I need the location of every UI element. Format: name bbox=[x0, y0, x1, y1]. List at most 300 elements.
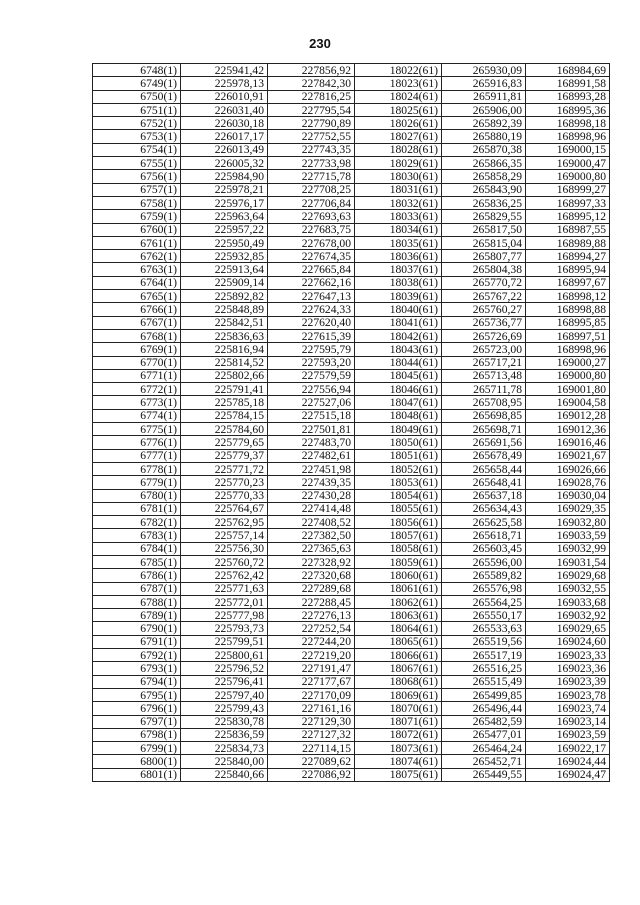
table-cell: 227414,48 bbox=[268, 502, 355, 515]
table-cell: 169023,36 bbox=[526, 662, 610, 675]
table-cell: 18070(61) bbox=[355, 702, 442, 715]
table-cell: 6756(1) bbox=[93, 170, 181, 183]
table-cell: 18030(61) bbox=[355, 170, 442, 183]
table-cell: 265698,71 bbox=[442, 423, 526, 436]
table-cell: 227320,68 bbox=[268, 569, 355, 582]
table-row bbox=[93, 635, 610, 648]
table-cell: 265723,00 bbox=[442, 343, 526, 356]
table-cell: 169004,58 bbox=[526, 396, 610, 409]
table-cell: 18050(61) bbox=[355, 436, 442, 449]
table-row bbox=[93, 77, 610, 90]
table-cell: 227430,28 bbox=[268, 489, 355, 502]
table-cell: 18065(61) bbox=[355, 635, 442, 648]
table-cell: 169030,04 bbox=[526, 489, 610, 502]
table-cell: 225785,18 bbox=[181, 396, 268, 409]
table-cell: 225816,94 bbox=[181, 343, 268, 356]
table-cell: 227595,79 bbox=[268, 343, 355, 356]
table-cell: 6754(1) bbox=[93, 143, 181, 156]
table-cell: 265836,25 bbox=[442, 196, 526, 209]
table-cell: 227579,59 bbox=[268, 369, 355, 382]
table-cell: 169001,80 bbox=[526, 383, 610, 396]
table-cell: 6755(1) bbox=[93, 157, 181, 170]
table-cell: 168994,27 bbox=[526, 250, 610, 263]
table-cell: 227289,68 bbox=[268, 582, 355, 595]
table-cell: 225842,51 bbox=[181, 316, 268, 329]
table-cell: 18049(61) bbox=[355, 423, 442, 436]
table-row bbox=[93, 595, 610, 608]
table-row bbox=[93, 582, 610, 595]
table-cell: 169023,78 bbox=[526, 688, 610, 701]
table-row bbox=[93, 489, 610, 502]
table-cell: 225941,42 bbox=[181, 64, 268, 77]
table-cell: 169000,47 bbox=[526, 157, 610, 170]
table-cell: 6783(1) bbox=[93, 529, 181, 542]
table-cell: 6779(1) bbox=[93, 476, 181, 489]
table-cell: 265678,49 bbox=[442, 449, 526, 462]
table-cell: 169022,17 bbox=[526, 742, 610, 755]
table-cell: 18041(61) bbox=[355, 316, 442, 329]
table-row bbox=[93, 210, 610, 223]
table-cell: 225830,78 bbox=[181, 715, 268, 728]
table-cell: 227089,62 bbox=[268, 755, 355, 768]
table-cell: 227114,15 bbox=[268, 742, 355, 755]
table-cell: 6798(1) bbox=[93, 728, 181, 741]
table-row bbox=[93, 529, 610, 542]
table-cell: 225957,22 bbox=[181, 223, 268, 236]
table-cell: 168997,51 bbox=[526, 329, 610, 342]
table-cell: 265866,35 bbox=[442, 157, 526, 170]
table-cell: 18063(61) bbox=[355, 609, 442, 622]
table-cell: 168998,88 bbox=[526, 303, 610, 316]
table-cell: 169012,36 bbox=[526, 423, 610, 436]
table-row bbox=[93, 223, 610, 236]
table-cell: 265726,69 bbox=[442, 329, 526, 342]
table-cell: 227733,98 bbox=[268, 157, 355, 170]
table-cell: 225814,52 bbox=[181, 356, 268, 369]
table-row bbox=[93, 103, 610, 116]
table-cell: 225762,95 bbox=[181, 516, 268, 529]
table-cell: 169032,80 bbox=[526, 516, 610, 529]
table-row bbox=[93, 157, 610, 170]
table-row bbox=[93, 263, 610, 276]
table-cell: 6790(1) bbox=[93, 622, 181, 635]
table-row bbox=[93, 369, 610, 382]
table-cell: 225984,90 bbox=[181, 170, 268, 183]
table-cell: 225799,43 bbox=[181, 702, 268, 715]
table-cell: 225784,15 bbox=[181, 409, 268, 422]
table-cell: 18057(61) bbox=[355, 529, 442, 542]
table-cell: 168993,28 bbox=[526, 90, 610, 103]
table-row bbox=[93, 236, 610, 249]
table-cell: 226031,40 bbox=[181, 103, 268, 116]
table-row bbox=[93, 117, 610, 130]
table-cell: 225963,64 bbox=[181, 210, 268, 223]
table-cell: 226005,32 bbox=[181, 157, 268, 170]
table-row bbox=[93, 290, 610, 303]
table-cell: 169028,76 bbox=[526, 476, 610, 489]
table-cell: 265711,78 bbox=[442, 383, 526, 396]
table-cell: 168997,33 bbox=[526, 196, 610, 209]
table-cell: 225791,41 bbox=[181, 383, 268, 396]
table-cell: 168989,88 bbox=[526, 236, 610, 249]
table-row bbox=[93, 649, 610, 662]
table-cell: 227177,67 bbox=[268, 675, 355, 688]
table-cell: 227086,92 bbox=[268, 768, 355, 781]
table-cell: 265449,55 bbox=[442, 768, 526, 781]
table-cell: 169029,35 bbox=[526, 502, 610, 515]
table-cell: 169000,15 bbox=[526, 143, 610, 156]
table-cell: 225802,66 bbox=[181, 369, 268, 382]
table-cell: 18025(61) bbox=[355, 103, 442, 116]
table-row bbox=[93, 715, 610, 728]
table-cell: 226030,18 bbox=[181, 117, 268, 130]
table-cell: 18055(61) bbox=[355, 502, 442, 515]
table-row bbox=[93, 569, 610, 582]
table-cell: 225770,23 bbox=[181, 476, 268, 489]
table-cell: 265817,50 bbox=[442, 223, 526, 236]
table-cell: 265477,01 bbox=[442, 728, 526, 741]
table-cell: 6796(1) bbox=[93, 702, 181, 715]
table-cell: 6750(1) bbox=[93, 90, 181, 103]
table-cell: 265625,58 bbox=[442, 516, 526, 529]
table-cell: 265576,98 bbox=[442, 582, 526, 595]
table-cell: 225848,89 bbox=[181, 303, 268, 316]
table-cell: 227129,30 bbox=[268, 715, 355, 728]
table-cell: 6789(1) bbox=[93, 609, 181, 622]
table-row bbox=[93, 343, 610, 356]
table-cell: 18056(61) bbox=[355, 516, 442, 529]
table-cell: 225840,66 bbox=[181, 768, 268, 781]
table-cell: 168998,18 bbox=[526, 117, 610, 130]
table-cell: 227328,92 bbox=[268, 555, 355, 568]
table-cell: 169029,65 bbox=[526, 622, 610, 635]
table-row bbox=[93, 502, 610, 515]
table-cell: 225840,00 bbox=[181, 755, 268, 768]
table-cell: 169023,33 bbox=[526, 649, 610, 662]
table-cell: 225760,72 bbox=[181, 555, 268, 568]
table-cell: 169023,59 bbox=[526, 728, 610, 741]
table-cell: 6764(1) bbox=[93, 276, 181, 289]
table-cell: 227161,16 bbox=[268, 702, 355, 715]
table-cell: 265499,85 bbox=[442, 688, 526, 701]
table-cell: 6771(1) bbox=[93, 369, 181, 382]
table-cell: 18052(61) bbox=[355, 462, 442, 475]
table-cell: 18059(61) bbox=[355, 555, 442, 568]
table-row bbox=[93, 675, 610, 688]
table-cell: 6778(1) bbox=[93, 462, 181, 475]
table-cell: 169021,67 bbox=[526, 449, 610, 462]
table-cell: 18031(61) bbox=[355, 183, 442, 196]
table-cell: 226013,49 bbox=[181, 143, 268, 156]
table-row bbox=[93, 622, 610, 635]
table-cell: 168987,55 bbox=[526, 223, 610, 236]
table-cell: 227620,40 bbox=[268, 316, 355, 329]
coordinates-table-body bbox=[93, 64, 610, 782]
table-cell: 6786(1) bbox=[93, 569, 181, 582]
table-cell: 227708,25 bbox=[268, 183, 355, 196]
table-cell: 6770(1) bbox=[93, 356, 181, 369]
table-cell: 18033(61) bbox=[355, 210, 442, 223]
table-cell: 168998,96 bbox=[526, 343, 610, 356]
table-cell: 18051(61) bbox=[355, 449, 442, 462]
table-cell: 227288,45 bbox=[268, 595, 355, 608]
table-cell: 6753(1) bbox=[93, 130, 181, 143]
table-cell: 225777,98 bbox=[181, 609, 268, 622]
table-cell: 227615,39 bbox=[268, 329, 355, 342]
table-cell: 18029(61) bbox=[355, 157, 442, 170]
table-row bbox=[93, 170, 610, 183]
table-cell: 18028(61) bbox=[355, 143, 442, 156]
table-cell: 265596,00 bbox=[442, 555, 526, 568]
table-cell: 169032,55 bbox=[526, 582, 610, 595]
table-cell: 18048(61) bbox=[355, 409, 442, 422]
table-cell: 225836,63 bbox=[181, 329, 268, 342]
table-row bbox=[93, 662, 610, 675]
table-cell: 6781(1) bbox=[93, 502, 181, 515]
table-cell: 18045(61) bbox=[355, 369, 442, 382]
table-cell: 226010,91 bbox=[181, 90, 268, 103]
table-cell: 225779,37 bbox=[181, 449, 268, 462]
table-cell: 6793(1) bbox=[93, 662, 181, 675]
table-cell: 227408,52 bbox=[268, 516, 355, 529]
table-row bbox=[93, 755, 610, 768]
table-cell: 265870,38 bbox=[442, 143, 526, 156]
table-cell: 6791(1) bbox=[93, 635, 181, 648]
table-cell: 227244,20 bbox=[268, 635, 355, 648]
table-cell: 6765(1) bbox=[93, 290, 181, 303]
table-cell: 225800,61 bbox=[181, 649, 268, 662]
table-cell: 227382,50 bbox=[268, 529, 355, 542]
table-row bbox=[93, 130, 610, 143]
table-cell: 265770,72 bbox=[442, 276, 526, 289]
table-row bbox=[93, 183, 610, 196]
table-cell: 227715,78 bbox=[268, 170, 355, 183]
table-cell: 265648,41 bbox=[442, 476, 526, 489]
table-cell: 6800(1) bbox=[93, 755, 181, 768]
table-cell: 227816,25 bbox=[268, 90, 355, 103]
table-cell: 227674,35 bbox=[268, 250, 355, 263]
table-cell: 265713,48 bbox=[442, 369, 526, 382]
table-cell: 18035(61) bbox=[355, 236, 442, 249]
table-cell: 225799,51 bbox=[181, 635, 268, 648]
table-cell: 18060(61) bbox=[355, 569, 442, 582]
table-cell: 265892,39 bbox=[442, 117, 526, 130]
table-cell: 227191,47 bbox=[268, 662, 355, 675]
table-cell: 169032,92 bbox=[526, 609, 610, 622]
table-cell: 227556,94 bbox=[268, 383, 355, 396]
table-cell: 227743,35 bbox=[268, 143, 355, 156]
table-cell: 265618,71 bbox=[442, 529, 526, 542]
table-cell: 168995,36 bbox=[526, 103, 610, 116]
table-cell: 169000,27 bbox=[526, 356, 610, 369]
table-cell: 6788(1) bbox=[93, 595, 181, 608]
table-row bbox=[93, 609, 610, 622]
table-cell: 169000,80 bbox=[526, 369, 610, 382]
table-cell: 265515,49 bbox=[442, 675, 526, 688]
table-cell: 225771,63 bbox=[181, 582, 268, 595]
table-cell: 6774(1) bbox=[93, 409, 181, 422]
table-cell: 227647,13 bbox=[268, 290, 355, 303]
table-cell: 6760(1) bbox=[93, 223, 181, 236]
table-cell: 6794(1) bbox=[93, 675, 181, 688]
table-cell: 225762,42 bbox=[181, 569, 268, 582]
table-cell: 265815,04 bbox=[442, 236, 526, 249]
table-cell: 265637,18 bbox=[442, 489, 526, 502]
table-cell: 265589,82 bbox=[442, 569, 526, 582]
table-cell: 265658,44 bbox=[442, 462, 526, 475]
table-row bbox=[93, 768, 610, 781]
table-row bbox=[93, 449, 610, 462]
table-cell: 6763(1) bbox=[93, 263, 181, 276]
table-cell: 169023,14 bbox=[526, 715, 610, 728]
table-cell: 6752(1) bbox=[93, 117, 181, 130]
table-cell: 265767,22 bbox=[442, 290, 526, 303]
table-cell: 225932,85 bbox=[181, 250, 268, 263]
table-cell: 6801(1) bbox=[93, 768, 181, 781]
table-row bbox=[93, 196, 610, 209]
table-cell: 265858,29 bbox=[442, 170, 526, 183]
table-cell: 265452,71 bbox=[442, 755, 526, 768]
table-cell: 6759(1) bbox=[93, 210, 181, 223]
table-row bbox=[93, 383, 610, 396]
table-cell: 169024,60 bbox=[526, 635, 610, 648]
table-row bbox=[93, 542, 610, 555]
table-cell: 265496,44 bbox=[442, 702, 526, 715]
table-cell: 225892,82 bbox=[181, 290, 268, 303]
table-cell: 227795,54 bbox=[268, 103, 355, 116]
table-cell: 18044(61) bbox=[355, 356, 442, 369]
table-cell: 18026(61) bbox=[355, 117, 442, 130]
table-cell: 225950,49 bbox=[181, 236, 268, 249]
table-cell: 168991,58 bbox=[526, 77, 610, 90]
table-cell: 225836,59 bbox=[181, 728, 268, 741]
table-cell: 18046(61) bbox=[355, 383, 442, 396]
table-cell: 227593,20 bbox=[268, 356, 355, 369]
table-cell: 6780(1) bbox=[93, 489, 181, 502]
table-row bbox=[93, 143, 610, 156]
table-cell: 6782(1) bbox=[93, 516, 181, 529]
table-row bbox=[93, 516, 610, 529]
table-cell: 265804,38 bbox=[442, 263, 526, 276]
table-cell: 265717,21 bbox=[442, 356, 526, 369]
table-cell: 265880,19 bbox=[442, 130, 526, 143]
table-cell: 225796,41 bbox=[181, 675, 268, 688]
table-cell: 227501,81 bbox=[268, 423, 355, 436]
table-cell: 6758(1) bbox=[93, 196, 181, 209]
table-cell: 18027(61) bbox=[355, 130, 442, 143]
table-cell: 227127,32 bbox=[268, 728, 355, 741]
table-cell: 265464,24 bbox=[442, 742, 526, 755]
table-cell: 6762(1) bbox=[93, 250, 181, 263]
table-cell: 227252,54 bbox=[268, 622, 355, 635]
table-cell: 227170,09 bbox=[268, 688, 355, 701]
table-cell: 226017,17 bbox=[181, 130, 268, 143]
table-row bbox=[93, 409, 610, 422]
table-cell: 265930,09 bbox=[442, 64, 526, 77]
table-cell: 227451,98 bbox=[268, 462, 355, 475]
table-cell: 18058(61) bbox=[355, 542, 442, 555]
table-cell: 227276,13 bbox=[268, 609, 355, 622]
table-cell: 227515,18 bbox=[268, 409, 355, 422]
table-cell: 168999,27 bbox=[526, 183, 610, 196]
table-cell: 18053(61) bbox=[355, 476, 442, 489]
table-cell: 169023,39 bbox=[526, 675, 610, 688]
table-cell: 18075(61) bbox=[355, 768, 442, 781]
table-cell: 265736,77 bbox=[442, 316, 526, 329]
table-cell: 6751(1) bbox=[93, 103, 181, 116]
table-cell: 18037(61) bbox=[355, 263, 442, 276]
table-cell: 169016,46 bbox=[526, 436, 610, 449]
table-cell: 227665,84 bbox=[268, 263, 355, 276]
table-cell: 6748(1) bbox=[93, 64, 181, 77]
table-cell: 265519,56 bbox=[442, 635, 526, 648]
table-cell: 18064(61) bbox=[355, 622, 442, 635]
table-cell: 6797(1) bbox=[93, 715, 181, 728]
table-row bbox=[93, 303, 610, 316]
table-cell: 225764,67 bbox=[181, 502, 268, 515]
table-cell: 18069(61) bbox=[355, 688, 442, 701]
table-cell: 169012,28 bbox=[526, 409, 610, 422]
table-cell: 225784,60 bbox=[181, 423, 268, 436]
table-cell: 227527,06 bbox=[268, 396, 355, 409]
table-row bbox=[93, 276, 610, 289]
table-cell: 18068(61) bbox=[355, 675, 442, 688]
table-cell: 18042(61) bbox=[355, 329, 442, 342]
table-cell: 225834,73 bbox=[181, 742, 268, 755]
table-cell: 169031,54 bbox=[526, 555, 610, 568]
table-cell: 225779,65 bbox=[181, 436, 268, 449]
table-cell: 18062(61) bbox=[355, 595, 442, 608]
table-cell: 6769(1) bbox=[93, 343, 181, 356]
table-cell: 265482,59 bbox=[442, 715, 526, 728]
table-cell: 225976,17 bbox=[181, 196, 268, 209]
table-row bbox=[93, 423, 610, 436]
table-cell: 18054(61) bbox=[355, 489, 442, 502]
table-cell: 169024,44 bbox=[526, 755, 610, 768]
table-row bbox=[93, 742, 610, 755]
table-cell: 168995,94 bbox=[526, 263, 610, 276]
table-row bbox=[93, 462, 610, 475]
table-row bbox=[93, 356, 610, 369]
table-cell: 18047(61) bbox=[355, 396, 442, 409]
table-row bbox=[93, 316, 610, 329]
table-cell: 225978,21 bbox=[181, 183, 268, 196]
table-cell: 227706,84 bbox=[268, 196, 355, 209]
table-cell: 169024,47 bbox=[526, 768, 610, 781]
coordinates-table bbox=[92, 63, 610, 782]
table-cell: 225772,01 bbox=[181, 595, 268, 608]
table-cell: 6773(1) bbox=[93, 396, 181, 409]
table-row bbox=[93, 702, 610, 715]
table-cell: 6749(1) bbox=[93, 77, 181, 90]
table-cell: 227219,20 bbox=[268, 649, 355, 662]
table-cell: 265698,85 bbox=[442, 409, 526, 422]
table-cell: 227624,33 bbox=[268, 303, 355, 316]
table-cell: 265550,17 bbox=[442, 609, 526, 622]
table-cell: 265603,45 bbox=[442, 542, 526, 555]
table-cell: 265843,90 bbox=[442, 183, 526, 196]
table-cell: 265916,83 bbox=[442, 77, 526, 90]
table-cell: 225909,14 bbox=[181, 276, 268, 289]
table-cell: 227439,35 bbox=[268, 476, 355, 489]
table-cell: 18071(61) bbox=[355, 715, 442, 728]
table-row bbox=[93, 476, 610, 489]
table-cell: 265760,27 bbox=[442, 303, 526, 316]
table-cell: 265807,77 bbox=[442, 250, 526, 263]
table-row bbox=[93, 436, 610, 449]
table-cell: 18034(61) bbox=[355, 223, 442, 236]
table-cell: 168998,12 bbox=[526, 290, 610, 303]
